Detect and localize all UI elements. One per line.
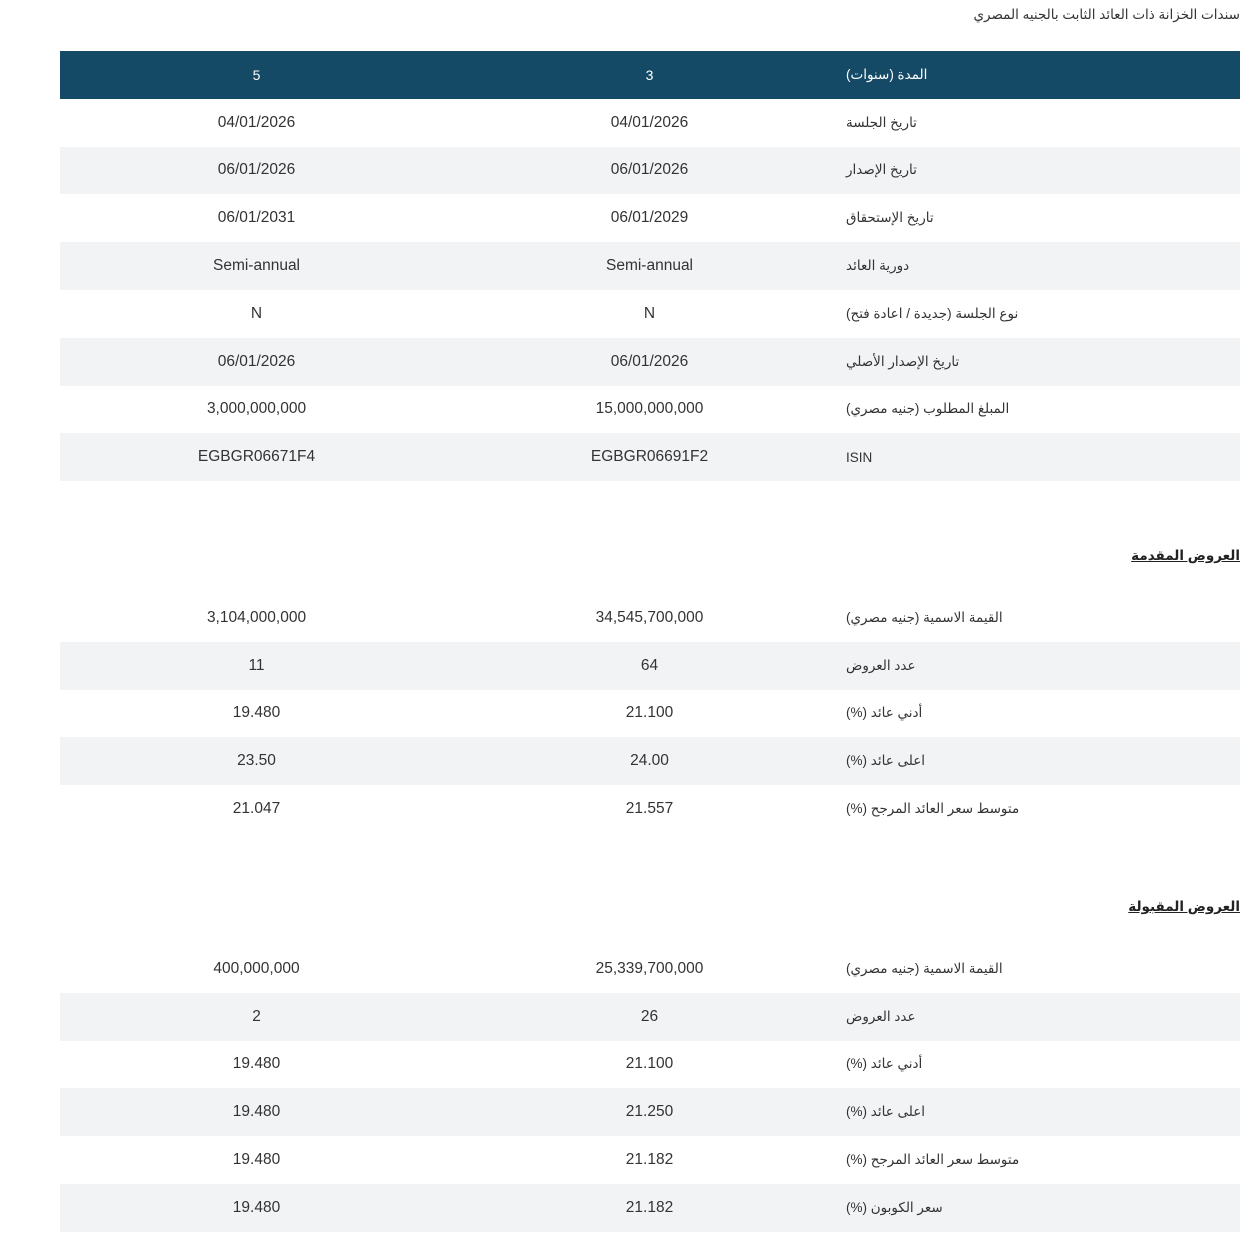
table-row: [60, 194, 1240, 242]
cell-tenor-5: 19.480: [232, 704, 281, 722]
cell-tenor-3: 06/01/2026: [610, 352, 689, 370]
table-row: [60, 1088, 1240, 1136]
table-row: [60, 242, 1240, 290]
table-row: [60, 1041, 1240, 1089]
cell-tenor-3: 26: [640, 1007, 659, 1025]
cell-tenor-3: 21.182: [625, 1151, 674, 1169]
cell-tenor-5: N: [250, 304, 263, 322]
cell-tenor-3: 24.00: [630, 752, 669, 770]
row-label: أدني عائد (%): [846, 1056, 923, 1072]
offered-bids-table: [60, 594, 1240, 833]
header-tenor-5: 5: [252, 66, 261, 83]
cell-tenor-3: N: [643, 304, 656, 322]
table-header-row: [60, 51, 1240, 99]
row-label: تاريخ الإصدار الأصلي: [846, 353, 960, 369]
cell-tenor-5: 19.480: [232, 1151, 281, 1169]
table-row: [60, 147, 1240, 195]
bond-info-table: [60, 51, 1240, 481]
accepted-bids-title: العروض المقبولة: [1128, 899, 1240, 914]
table-row: [60, 785, 1240, 833]
offered-bids-title: العروض المقدمة: [1131, 548, 1240, 563]
table-row: [60, 1184, 1240, 1232]
row-label: القيمة الاسمية (جنيه مصري): [846, 960, 1003, 976]
cell-tenor-5: 3,000,000,000: [206, 400, 307, 418]
table-row: [60, 386, 1240, 434]
cell-tenor-5: 19.480: [232, 1055, 281, 1073]
cell-tenor-5: 06/01/2026: [217, 161, 296, 179]
cell-tenor-3: 21.250: [625, 1103, 674, 1121]
table-row: [60, 737, 1240, 785]
row-label: أدني عائد (%): [846, 705, 923, 721]
table-row: [60, 594, 1240, 642]
table-row: [60, 642, 1240, 690]
cell-tenor-5: 04/01/2026: [217, 113, 296, 131]
row-label: نوع الجلسة (جديدة / اعادة فتح): [846, 305, 1019, 321]
table-row: [60, 1136, 1240, 1184]
cell-tenor-3: 21.557: [625, 800, 674, 818]
row-label: متوسط سعر العائد المرجح (%): [846, 1152, 1020, 1168]
table-row: [60, 338, 1240, 386]
row-label: تاريخ الجلسة: [846, 114, 917, 130]
row-label: القيمة الاسمية (جنيه مصري): [846, 609, 1003, 625]
cell-tenor-3: 21.182: [625, 1198, 674, 1216]
table-row: [60, 993, 1240, 1041]
row-label: عدد العروض: [846, 657, 916, 673]
cell-tenor-5: 06/01/2026: [217, 352, 296, 370]
cell-tenor-3: 04/01/2026: [610, 113, 689, 131]
cell-tenor-5: 400,000,000: [213, 959, 300, 977]
table-row: [60, 945, 1240, 993]
row-label: متوسط سعر العائد المرجح (%): [846, 801, 1020, 817]
header-tenor-3: 3: [645, 66, 654, 83]
cell-tenor-5: 06/01/2031: [217, 209, 296, 227]
cell-tenor-3: 06/01/2026: [610, 161, 689, 179]
row-label: عدد العروض: [846, 1008, 916, 1024]
row-label: تاريخ الإستحقاق: [846, 210, 934, 226]
table-row: [60, 690, 1240, 738]
cell-tenor-3: 25,339,700,000: [595, 959, 704, 977]
cell-tenor-3: 21.100: [625, 704, 674, 722]
cell-tenor-3: 21.100: [625, 1055, 674, 1073]
page-title: سندات الخزانة ذات العائد الثابت بالجنيه المصري: [973, 7, 1240, 22]
row-label: تاريخ الإصدار: [846, 162, 917, 178]
row-label: اعلى عائد (%): [846, 1104, 926, 1120]
cell-tenor-5: 19.480: [232, 1198, 281, 1216]
header-tenor-label: المدة (سنوات): [846, 66, 928, 82]
cell-tenor-3: 64: [640, 656, 659, 674]
cell-tenor-5: 3,104,000,000: [206, 608, 307, 626]
row-label: اعلى عائد (%): [846, 753, 926, 769]
cell-tenor-3: 34,545,700,000: [595, 608, 704, 626]
cell-tenor-5: EGBGR06671F4: [197, 448, 316, 466]
cell-tenor-3: 06/01/2029: [610, 209, 689, 227]
cell-tenor-5: 23.50: [237, 752, 276, 770]
cell-tenor-3: EGBGR06691F2: [590, 448, 709, 466]
cell-tenor-5: 21.047: [232, 800, 281, 818]
cell-tenor-5: 11: [248, 656, 265, 674]
cell-tenor-5: Semi-annual: [212, 257, 301, 275]
row-label: سعر الكوبون (%): [846, 1199, 943, 1215]
cell-tenor-5: 19.480: [232, 1103, 281, 1121]
table-row: [60, 290, 1240, 338]
accepted-bids-table: [60, 945, 1240, 1232]
row-label: دورية العائد: [846, 258, 910, 274]
table-row: [60, 433, 1240, 481]
row-label: المبلغ المطلوب (جنيه مصري): [846, 401, 1010, 417]
table-row: [60, 99, 1240, 147]
cell-tenor-5: 2: [252, 1007, 261, 1025]
cell-tenor-3: Semi-annual: [605, 257, 694, 275]
row-label: ISIN: [846, 449, 873, 465]
cell-tenor-3: 15,000,000,000: [595, 400, 704, 418]
